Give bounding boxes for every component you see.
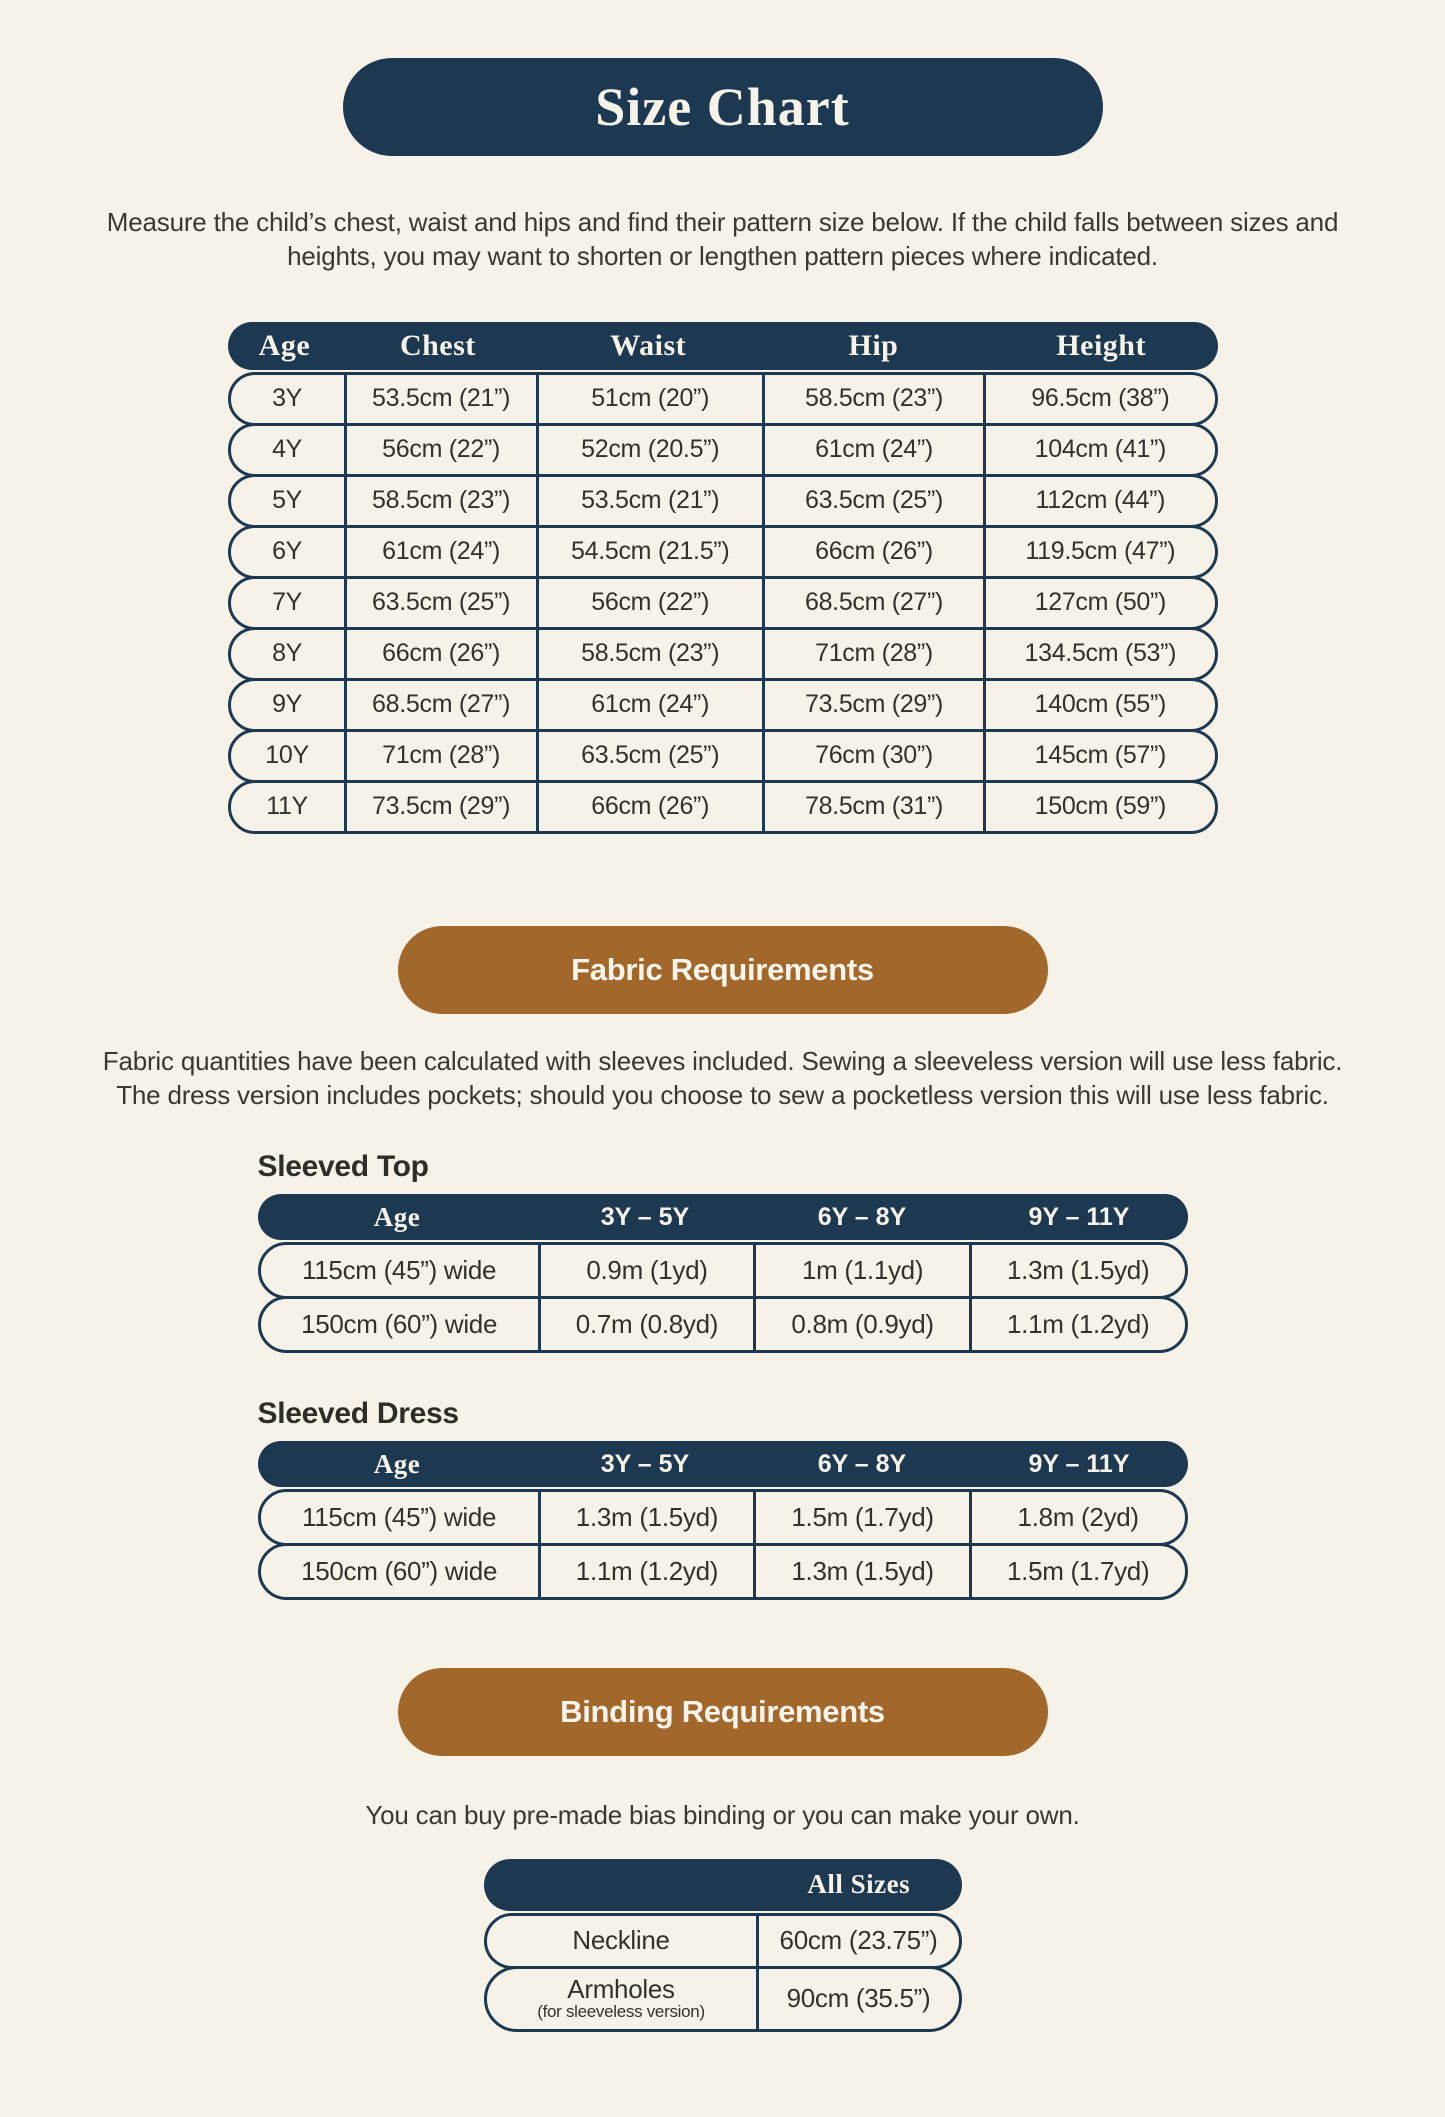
header-cell-chest: Chest (399, 328, 476, 362)
sleeved-dress-table (258, 1441, 1188, 1600)
size-row-11y (228, 780, 1218, 834)
sleeved-top-table (258, 1194, 1188, 1353)
binding-value: 60cm (23.75”) (756, 1916, 959, 1966)
size-cell: 58.5cm (23”) (344, 477, 536, 525)
header-cell-hip: Hip (848, 328, 899, 362)
size-cell: 63.5cm (25”) (344, 579, 536, 627)
fabric-cell: 150cm (60”) wide (301, 1309, 498, 1340)
fabric-cell: 150cm (60”) wide (301, 1556, 498, 1587)
size-cell: 3Y (272, 384, 303, 413)
binding-label-note: (for sleeveless version) (537, 2002, 705, 2022)
size-row-4y (228, 423, 1218, 477)
size-cell: 76cm (30”) (762, 732, 983, 780)
fabric-cell: 0.9m (1yd) (538, 1245, 754, 1296)
size-cell: 10Y (265, 741, 309, 770)
size-row-5y (228, 474, 1218, 528)
fabric-cell: 1.5m (1.7yd) (969, 1546, 1185, 1597)
table-row (258, 1242, 1188, 1299)
size-cell: 78.5cm (31”) (762, 783, 983, 831)
title-pill (343, 58, 1103, 156)
size-cell: 53.5cm (21”) (344, 375, 536, 423)
sleeved-dress-header-row (258, 1441, 1188, 1487)
fabric-cell: 1.1m (1.2yd) (538, 1546, 754, 1597)
fabric-cell: 1.1m (1.2yd) (969, 1299, 1185, 1350)
fabric-cell: 115cm (45”) wide (302, 1255, 497, 1286)
size-cell: 56cm (22”) (344, 426, 536, 474)
size-cell: 56cm (22”) (536, 579, 762, 627)
binding-label-text: Armholes (567, 1973, 675, 2004)
fabric-cell: 1.3m (1.5yd) (538, 1492, 754, 1543)
size-cell: 61cm (24”) (536, 681, 762, 729)
size-cell: 61cm (24”) (762, 426, 983, 474)
size-cell: 7Y (272, 588, 303, 617)
size-cell: 58.5cm (23”) (762, 375, 983, 423)
size-cell: 96.5cm (38”) (983, 375, 1214, 423)
binding-description: You can buy pre-made bias binding or you can make your own. (365, 1800, 1080, 1831)
size-cell: 9Y (272, 690, 303, 719)
size-cell: 145cm (57”) (983, 732, 1214, 780)
intro-text: Measure the child’s chest, waist and hips and find their pattern size below. If the child falls between sizes and heights, you may want to shorten or lengthen pattern pieces where indicated. (106, 207, 1339, 271)
size-row-3y (228, 372, 1218, 426)
binding-label-armholes (487, 1969, 756, 2029)
header-cell-3y-5y: 3Y – 5Y (600, 1449, 690, 1478)
size-cell: 66cm (26”) (536, 783, 762, 831)
fabric-cell: 0.8m (0.9yd) (753, 1299, 969, 1350)
size-table-header-row (228, 322, 1218, 370)
binding-table (484, 1859, 962, 2032)
size-table (228, 322, 1218, 834)
binding-value: 90cm (35.5”) (756, 1969, 959, 2029)
fabric-description: Fabric quantities have been calculated with sleeves included. Sewing a sleeveless version will use less fabric. The dress version includes pockets; should you choose to sew a pocketless version this will use less fabric. (102, 1045, 1343, 1110)
size-cell: 53.5cm (21”) (536, 477, 762, 525)
fabric-cell: 1.8m (2yd) (969, 1492, 1185, 1543)
size-cell: 66cm (26”) (762, 528, 983, 576)
fabric-cell: 115cm (45”) wide (302, 1502, 497, 1533)
size-cell: 8Y (272, 639, 303, 668)
header-cell-height: Height (1056, 328, 1146, 362)
size-cell: 71cm (28”) (762, 630, 983, 678)
header-cell-age: Age (373, 1448, 421, 1479)
size-cell: 63.5cm (25”) (762, 477, 983, 525)
fabric-cell: 1.3m (1.5yd) (753, 1546, 969, 1597)
size-cell: 112cm (44”) (983, 477, 1214, 525)
sleeved-dress-label: Sleeved Dress (257, 1397, 459, 1431)
header-cell-6y-8y: 6Y – 8Y (817, 1202, 907, 1231)
fabric-requirements-heading: Fabric Requirements (571, 951, 874, 987)
size-cell: 66cm (26”) (344, 630, 536, 678)
binding-table-header-row (484, 1859, 962, 1911)
size-cell: 11Y (266, 792, 308, 821)
size-cell: 63.5cm (25”) (536, 732, 762, 780)
binding-requirements-heading: Binding Requirements (560, 1694, 885, 1730)
size-row-8y (228, 627, 1218, 681)
table-row (258, 1489, 1188, 1546)
size-cell: 104cm (41”) (983, 426, 1214, 474)
fabric-cell: 1.3m (1.5yd) (969, 1245, 1185, 1296)
size-cell: 5Y (272, 486, 303, 515)
size-cell: 71cm (28”) (344, 732, 536, 780)
fabric-cell: 0.7m (0.8yd) (538, 1299, 754, 1350)
header-cell-empty (484, 1859, 756, 1911)
size-cell: 68.5cm (27”) (762, 579, 983, 627)
size-row-10y (228, 729, 1218, 783)
table-row (484, 1913, 962, 1969)
size-cell: 61cm (24”) (344, 528, 536, 576)
size-row-9y (228, 678, 1218, 732)
table-row (484, 1966, 962, 2032)
fabric-cell: 1.5m (1.7yd) (753, 1492, 969, 1543)
size-cell: 73.5cm (29”) (762, 681, 983, 729)
size-cell: 150cm (59”) (983, 783, 1214, 831)
header-cell-all-sizes: All Sizes (807, 1869, 911, 1900)
sleeved-top-header-row (258, 1194, 1188, 1240)
size-row-6y (228, 525, 1218, 579)
size-cell: 4Y (272, 435, 303, 464)
binding-requirements-pill (398, 1668, 1048, 1756)
page-title: Size Chart (595, 77, 850, 137)
header-cell-9y-11y: 9Y – 11Y (1028, 1449, 1130, 1478)
size-cell: 54.5cm (21.5”) (536, 528, 762, 576)
size-cell: 58.5cm (23”) (536, 630, 762, 678)
size-cell: 73.5cm (29”) (344, 783, 536, 831)
header-cell-age: Age (258, 328, 311, 362)
table-row (258, 1543, 1188, 1600)
header-cell-9y-11y: 9Y – 11Y (1028, 1202, 1130, 1231)
header-cell-waist: Waist (610, 328, 687, 362)
size-cell: 119.5cm (47”) (983, 528, 1214, 576)
binding-label-text: Neckline (572, 1924, 670, 1955)
header-cell-age: Age (373, 1201, 421, 1232)
sleeved-top-label: Sleeved Top (257, 1150, 429, 1184)
binding-label-neckline (487, 1916, 756, 1966)
fabric-cell: 1m (1.1yd) (753, 1245, 969, 1296)
fabric-requirements-pill (398, 926, 1048, 1014)
size-cell: 6Y (272, 537, 303, 566)
size-cell: 68.5cm (27”) (344, 681, 536, 729)
header-cell-3y-5y: 3Y – 5Y (600, 1202, 690, 1231)
size-cell: 51cm (20”) (536, 375, 762, 423)
header-cell-6y-8y: 6Y – 8Y (817, 1449, 907, 1478)
size-cell: 52cm (20.5”) (536, 426, 762, 474)
size-cell: 134.5cm (53”) (983, 630, 1214, 678)
size-cell: 140cm (55”) (983, 681, 1214, 729)
size-row-7y (228, 576, 1218, 630)
size-cell: 127cm (50”) (983, 579, 1214, 627)
table-row (258, 1296, 1188, 1353)
